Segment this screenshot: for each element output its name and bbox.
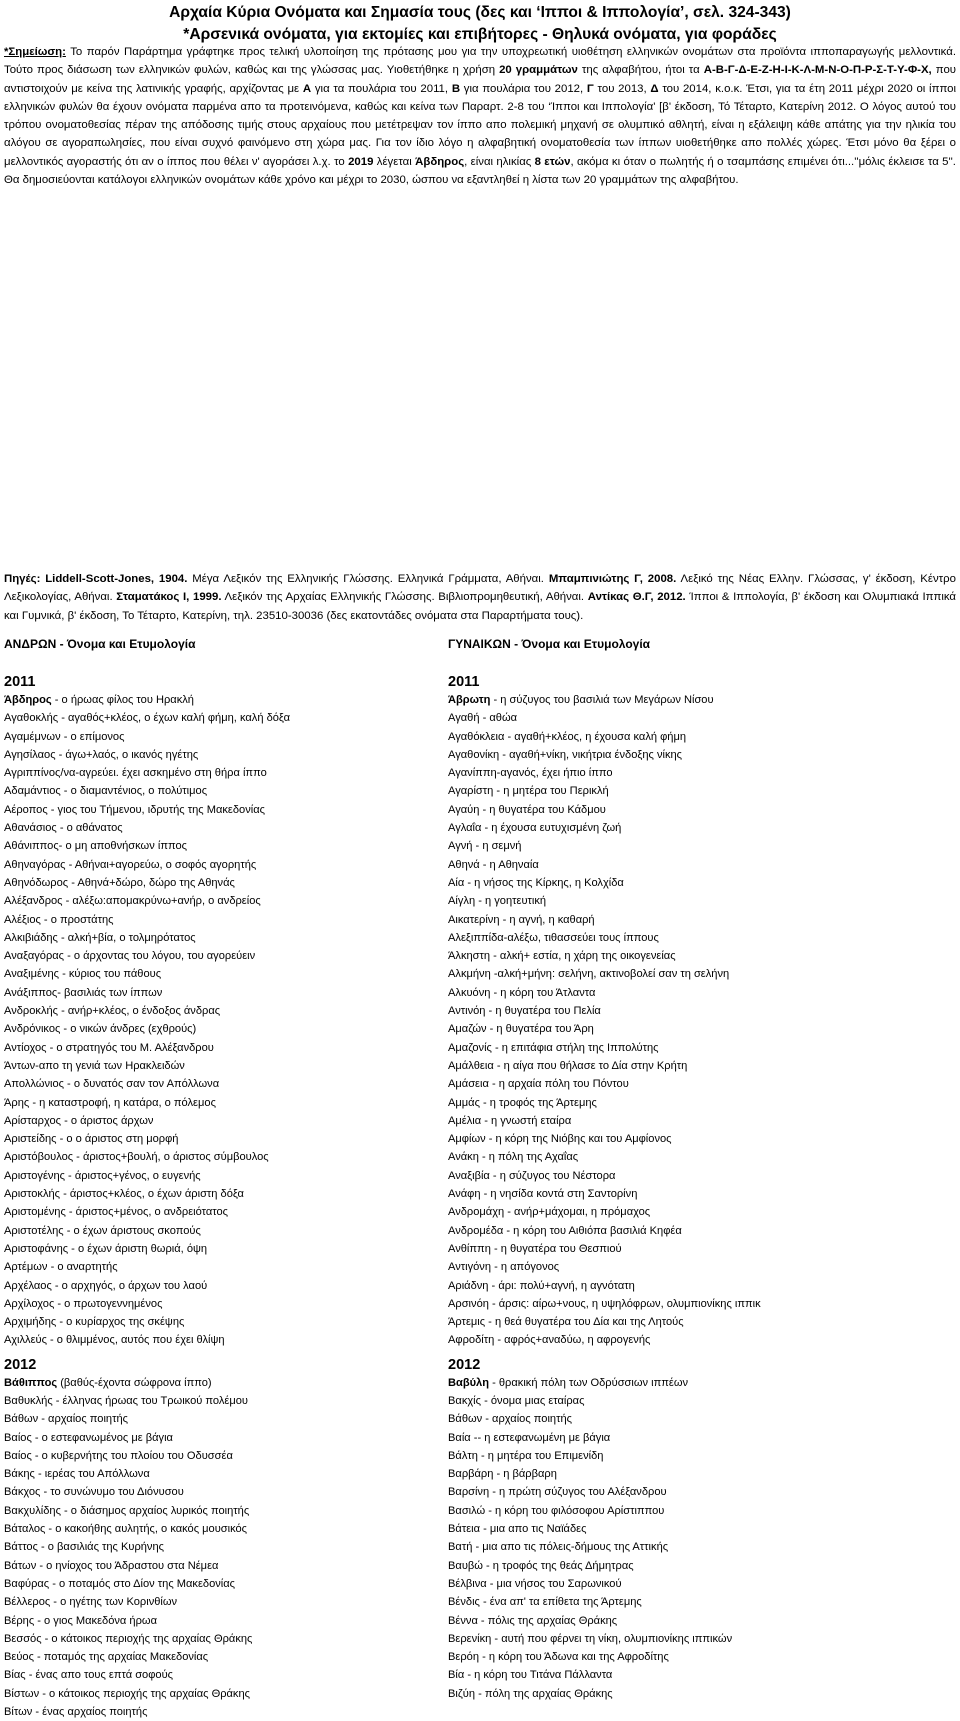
name-entry-text: Ανάκη - η πόλη της Αχαΐας	[448, 1151, 579, 1164]
name-entry	[4, 1094, 290, 1112]
name-entry	[448, 1240, 761, 1258]
name-entry-text: Βένδις - ένα απ' τα επίθετα της Άρτεμης	[448, 1596, 642, 1609]
name-entry	[448, 728, 761, 746]
name-entry-text: Άρτεμις - η θεά θυγατέρα του Δία και της Λητούς	[448, 1316, 684, 1329]
name-entry-bold: Βαβύλη	[448, 1376, 490, 1389]
note-text: του 2013,	[593, 82, 651, 95]
name-entry	[448, 1593, 761, 1611]
page-subtitle: *Αρσενικά ονόματα, για εκτομίες και επιβήτορες - Θηλυκά ονόματα, για φοράδες	[183, 26, 777, 43]
name-entry	[4, 1410, 290, 1428]
name-entry-text: Βάκχος - το συνώνυμο του Διόνυσου	[4, 1486, 184, 1499]
name-entry	[4, 1502, 290, 1520]
name-entry	[448, 984, 761, 1002]
name-entry-text: Αικατερίνη - η αγνή, η καθαρή	[448, 913, 595, 926]
name-entry	[448, 1258, 761, 1276]
name-entry-text: Αλέξανδρος - αλέξω:απομακρύνω+ανήρ, ο ανδρείος	[4, 895, 261, 908]
year-heading: 2012	[448, 1356, 481, 1373]
name-entry	[4, 728, 290, 746]
name-entry	[448, 691, 761, 709]
name-entry-text: Αριστοκλής - άριστος+κλέος, ο έχων άριστη δόξα	[4, 1188, 244, 1201]
note-paragraph	[4, 43, 956, 189]
name-entry-text: Αγαθόκλεια - αγαθή+κλέος, η έχουσα καλή φήμη	[448, 730, 687, 743]
name-entry-text: Βιζύη - πόλη της αρχαίας Θράκης	[448, 1687, 613, 1700]
name-entry	[448, 1429, 761, 1447]
name-entry	[4, 1447, 290, 1465]
name-entry	[4, 1002, 290, 1020]
name-entry-text: Αριστομένης - άριστος+μένος, ο ανδρειότατος	[4, 1206, 228, 1219]
note-bold: Δ	[650, 82, 659, 95]
name-entry	[448, 1374, 761, 1392]
name-entry-text: Αθηνά - η Αθηναία	[448, 858, 539, 871]
name-entry-text: Βάτεια - μια απο τις Ναϊάδες	[448, 1523, 587, 1536]
name-entry-text: Βάταλος - ο κακοήθης αυλητής, ο κακός μουσικός	[4, 1523, 248, 1536]
name-entry-text: Αθάνιππος- ο μη αποθνήσκων ίππος	[4, 840, 187, 853]
note-text: , ακόμα κι όταν ο πωλητής ή ο τσαμπάσης επιμένει ότι...''μόλις έκλεισε τα 5''. Θα δημοσιεύονται κατάλογοι ελληνικών ονομάτων κάθε χρόνο και μέχρι το 2030, ώσπου να εξαντληθεί η λίστα των 20 γραμμάτων της αλφαβήτου.	[4, 155, 956, 187]
source-bold: Σταματάκος Ι, 1999.	[116, 591, 222, 604]
note-bold: 20 γραμμάτων	[499, 64, 578, 77]
name-entry-text: Βαφύρας - ο ποταμός στο Δίον της Μακεδονίας	[4, 1577, 236, 1590]
sources-paragraph	[4, 570, 956, 625]
name-entry-text: Βία - η κόρη του Τιτάνα Πάλλαντα	[448, 1669, 613, 1682]
name-entry	[448, 965, 761, 983]
name-entry-text: Αριστείδης - ο ο άριστος στη μορφή	[4, 1133, 179, 1146]
name-entry-text: Αίγλη - η γοητευτική	[448, 895, 547, 908]
name-entry-text: Αριστοτέλης - ο έχων άριστους σκοπούς	[4, 1224, 201, 1237]
note-label: *Σημείωση:	[4, 46, 66, 58]
note-text: του 2014, κ.ο.κ. Έτσι, για τα έτη 2011 μέχρι 2020 οι ίπποι ελληνικών φυλών θα έχουν ονόματα παρμένα απο τα προτεινόμενα, καθώς και κείνα των Παραρτ. 2-8 του ‘Ίπποι και Ιππολογία' [β' έκδοση, Τό Τέταρτο, Κατερίνη 2012. Ο λόγος αυτού του τρόπου ονοματοθεσίας πέραν της απόδοσης τιμής στους αρχαίους που μετέτρεψαν τον ίππο απο πολεμική μηχανή σε ολυμπικό αθλητή, είναι η εξάλειψη κάθε απάτης για την ηλικία του αλόγου σε αγοραπωλησίες, που είναι συχνό φαινόμενο στη χώρα μας. Για τον ίδιο λόγο η αλφαβητική ονοματοθεσία των ίππων υιοθετήθηκε απο πολλές χώρες. Έτσι μόνο θα ξέρει ο μελλοντικός αγοραστής ότι αν ο ίππος που θέλει ν' αγοράσει λ.χ. το	[4, 82, 957, 168]
name-entry-text: Αθανάσιος - ο αθάνατος	[4, 822, 123, 835]
name-entry-text: Αριάδνη - άρι: πολύ+αγνή, η αγνότατη	[448, 1279, 635, 1292]
name-entry	[448, 1666, 761, 1684]
name-entry-text: Βέρης - ο γιος Μακεδόνα ήρωα	[4, 1614, 157, 1627]
name-entry	[448, 1410, 761, 1428]
name-entry	[4, 819, 290, 837]
name-entry	[448, 1502, 761, 1520]
name-entry-text: Βακχίς - όνομα μιας εταίρας	[448, 1394, 585, 1407]
name-entry	[4, 1538, 290, 1556]
note-bold: Α-Β-Γ-Δ-Ε-Ζ-Η-Ι-Κ-Λ-Μ-Ν-Ο-Π-Ρ-Σ-Τ-Υ-Φ-Χ,	[703, 64, 932, 77]
name-entry	[4, 874, 290, 892]
name-entry-text: Βαίος - ο εστεφανωμένος με βάγια	[4, 1431, 173, 1444]
note-text: για πουλάρια του 2012,	[460, 82, 587, 95]
name-entry	[448, 1094, 761, 1112]
name-entry-text: Βεσσός - ο κάτοικος περιοχής της αρχαίας Θράκης	[4, 1632, 253, 1645]
name-entry-text: Αλκμήνη -αλκή+μήνη: σελήνη, ακτινοβολεί σαν τη σελήνη	[448, 968, 730, 981]
name-entry	[448, 1465, 761, 1483]
note-bold: Β	[451, 82, 461, 95]
name-entry	[4, 1057, 290, 1075]
name-entry-text: Αρίσταρχος - ο άριστος άρχων	[4, 1114, 154, 1127]
source-text: Λεξικόν της Αρχαίας Ελληνικής Γλώσσης. Βιβλιοπρομηθευτική, Αθήναι.	[221, 591, 588, 604]
name-entry-bold: Άβδηρος	[4, 694, 52, 706]
name-entry-text: Αέροπος - γιος του Τήμενου, ιδρυτής της Μακεδονίας	[4, 803, 265, 816]
name-entry-text: Αμάλθεια - η αίγα που θήλασε το Δία στην Κρήτη	[448, 1059, 688, 1072]
name-entry-bold: Βάθιππος	[4, 1376, 58, 1389]
name-entry-text: Αριστόβουλος - άριστος+βουλή, ο άριστος σύμβουλος	[4, 1151, 269, 1164]
name-entry-text: Αντίοχος - ο στρατηγός του Μ. Αλέξανδρου	[4, 1041, 214, 1054]
name-entry	[448, 1057, 761, 1075]
source-bold: Αντίκας Θ.Γ, 2012.	[587, 591, 686, 604]
name-entry	[4, 1295, 290, 1313]
name-entry-text: Βάθων - αρχαίος ποιητής	[448, 1413, 572, 1426]
name-entry-text: Αγαύη - η θυγατέρα του Κάδμου	[448, 803, 606, 816]
name-entry	[448, 892, 761, 910]
name-entry	[448, 801, 761, 819]
name-entry	[4, 1703, 290, 1721]
source-bold: Πηγές: Liddell-Scott-Jones, 1904.	[4, 573, 188, 585]
name-entry-text: Αρχιμήδης - ο κυρίαρχος της σκέψης	[4, 1316, 185, 1329]
name-entry	[4, 709, 290, 727]
note-bold: Άβδηρος	[415, 155, 465, 168]
note-bold: 2019	[348, 155, 374, 168]
note-text: που αντιστοιχούν με κείνα της λατινικής γραφής, αρχίζοντας με	[4, 64, 957, 95]
name-entry	[4, 1392, 290, 1410]
name-entry-text: Βέλλερος - ο ηγέτης των Κορινθίων	[4, 1596, 178, 1609]
name-entry	[4, 1222, 290, 1240]
name-entry	[4, 1374, 290, 1392]
name-entry	[4, 1483, 290, 1501]
note-bold: Α	[302, 82, 312, 95]
name-entry-text: Αγησίλαος - άγω+λαός, ο ικανός ηγέτης	[4, 748, 199, 761]
name-entry	[4, 1075, 290, 1093]
name-entry	[4, 1648, 290, 1666]
name-entry-text: Ανδρομάχη - ανήρ+μάχομαι, η πρόμαχος	[448, 1206, 651, 1219]
name-entry	[4, 691, 290, 709]
name-entry	[448, 764, 761, 782]
note-bold: 8 ετών	[534, 155, 571, 168]
name-entry-text: Αλέξιος - ο προστάτης	[4, 913, 114, 926]
source-text: Λεξικό της Νέας Ελλην. Γλώσσας, γ' έκδοση, Κέντρο Λεξικολογίας, Αθήναι.	[4, 573, 956, 604]
name-entry	[448, 1313, 761, 1331]
name-entry-text: Αλεξιππίδα-αλέξω, τιθασσεύει τους ίππους	[448, 931, 659, 944]
name-entry-text: Βερενίκη - αυτή που φέρνει τη νίκη, ολυμπιονίκης ιππικών	[448, 1632, 733, 1645]
name-entry	[448, 1039, 761, 1057]
name-entry	[4, 1148, 290, 1166]
name-entry	[448, 1295, 761, 1313]
name-entry-text: Αρτέμων - ο αναρτητής	[4, 1261, 118, 1274]
name-entry-text: Βερόη - η κόρη του Άδωνα και της Αφροδίτης	[448, 1651, 669, 1664]
name-entry-text: - θρακική πόλη των Οδρύσσιων ιππέων	[489, 1376, 689, 1389]
name-entry	[4, 782, 290, 800]
men-column-heading: ΑΝΔΡΩΝ - Όνομα και Ετυμολογία	[4, 637, 196, 651]
name-entry-text: Αντινόη - η θυγατέρα του Πελία	[448, 1005, 601, 1018]
name-entry-text: Αναξιμένης - κύριος του πάθους	[4, 968, 162, 981]
name-entry	[4, 764, 290, 782]
name-entry	[4, 1203, 290, 1221]
name-entry	[448, 1075, 761, 1093]
name-entry-text: Αναξαγόρας - ο άρχοντας του λόγου, του αγορεύειν	[4, 950, 256, 963]
name-entry-text: Αλκιβιάδης - αλκή+βία, ο τολμηρότατος	[4, 931, 196, 944]
name-entry-text: Αμέλια - η γνωστή εταίρα	[448, 1114, 572, 1127]
women-column-heading: ΓΥΝΑΙΚΩΝ - Όνομα και Ετυμολογία	[448, 637, 651, 651]
name-entry	[448, 1002, 761, 1020]
name-entry-text: Βαρσίνη - η πρώτη σύζυγος του Αλέξανδρου	[448, 1486, 667, 1499]
name-entry-text: Απολλώνιος - ο δυνατός σαν τον Απόλλωνα	[4, 1078, 220, 1091]
name-entry-text: Ανάφη - η νησίδα κοντά στη Σαντορίνη	[448, 1188, 638, 1201]
name-entry	[4, 1313, 290, 1331]
name-entry	[448, 947, 761, 965]
name-entry-text: Αδαμάντιος - ο διαμαντένιος, ο πολύτιμος	[4, 785, 208, 798]
name-entry	[4, 1020, 290, 1038]
name-entry	[448, 709, 761, 727]
source-text: Μέγα Λεξικόν της Ελληνικής Γλώσσης. Ελληνικά Γράμματα, Αθήναι.	[187, 573, 549, 585]
name-entry-text: Ανδρομέδα - η κόρη του Αιθιόπα βασιλιά Κηφέα	[448, 1224, 682, 1237]
name-entry-bold: Άβρωτη	[448, 694, 491, 706]
name-entry	[4, 1465, 290, 1483]
name-entry-text: Ανθίππη - η θυγατέρα του Θεσπιού	[448, 1242, 622, 1255]
year-heading: 2011	[4, 674, 36, 690]
name-entry-text: Βέλβινα - μια νήσος του Σαρωνικού	[448, 1577, 622, 1590]
name-entry	[448, 1148, 761, 1166]
name-entry	[448, 1167, 761, 1185]
name-entry-text: Αθηναγόρας - Αθήναι+αγορεύω, ο σοφός αγορητής	[4, 858, 257, 871]
name-entry	[4, 1575, 290, 1593]
name-entry	[4, 1520, 290, 1538]
name-entry-text: Αγνή - η σεμνή	[448, 840, 522, 853]
name-entry	[448, 1520, 761, 1538]
name-entry	[448, 1130, 761, 1148]
name-entry	[4, 1167, 290, 1185]
name-entry	[4, 1630, 290, 1648]
name-entry	[448, 1020, 761, 1038]
name-entry-text: Αριστογένης - άριστος+γένος, ο ευγενής	[4, 1169, 201, 1182]
name-entry-text: Άλκηστη - αλκή+ εστία, η χάρη της οικογενείας	[448, 950, 676, 963]
name-entry	[448, 1685, 761, 1703]
name-entry	[4, 965, 290, 983]
year-heading: 2012	[4, 1356, 37, 1373]
name-entry-text: Αλκυόνη - η κόρη του Άτλαντα	[448, 986, 596, 999]
name-entry	[4, 1612, 290, 1630]
name-entry-text: Αγαθονίκη - αγαθή+νίκη, νικήτρια ένδοξης νίκης	[448, 748, 683, 761]
name-entry-text: Αγαμέμνων - ο επίμονος	[4, 730, 125, 743]
name-entry	[448, 746, 761, 764]
name-entry	[4, 1277, 290, 1295]
name-entry	[4, 1130, 290, 1148]
name-entry-text: Αρχέλαος - ο αρχηγός, ο άρχων του λαού	[4, 1279, 208, 1292]
name-entry-text: Βίτων - ένας αρχαίος ποιητής	[4, 1706, 148, 1719]
name-entry-text: Αφροδίτη - αφρός+αναδύω, η αφρογενής	[448, 1334, 651, 1347]
name-entry	[4, 837, 290, 855]
name-entry-text: Ανδρόνικος - ο νικών άνδρες (εχθρούς)	[4, 1023, 197, 1036]
name-entry	[448, 1612, 761, 1630]
name-entry-text: Αγαρίστη - η μητέρα του Περικλή	[448, 785, 609, 798]
name-entry-text: Αχιλλεύς - ο θλιμμένος, αυτός που έχει θλίψη	[4, 1334, 225, 1347]
name-entry	[4, 856, 290, 874]
name-entry-text: Ανδροκλής - ανήρ+κλέος, ο ένδοξος άνδρας	[4, 1005, 221, 1018]
name-entry-text: Αμαζών - η θυγατέρα του Άρη	[448, 1023, 594, 1036]
name-entry-text: Βέννα - πόλις της αρχαίας Θράκης	[448, 1614, 618, 1627]
note-text: , είναι ηλικίας	[464, 155, 535, 168]
name-entry	[448, 819, 761, 837]
name-entry	[448, 1331, 761, 1349]
name-entry-text: Βαθυκλής - έλληνας ήρωας του Τρωικού πολέμου	[4, 1394, 248, 1407]
name-entry-text: Αρσινόη - άρσις: αίρω+νους, η υψηλόφρων, ολυμπιονίκης ιππικ	[448, 1297, 761, 1310]
name-entry-text: Βαίος - ο κυβερνήτης του πλοίου του Οδυσσέα	[4, 1449, 233, 1462]
name-entry-text: - ο ήρωας φίλος του Ηρακλή	[51, 694, 194, 706]
name-entry-text: Βάτων - ο ηνίοχος του Άδραστου στα Νέμεα	[4, 1559, 219, 1572]
name-entry-text: Αγανίππη-αγανός, έχει ήπιο ίππο	[448, 767, 613, 780]
name-entry	[448, 1112, 761, 1130]
name-entry	[448, 1575, 761, 1593]
year-heading: 2011	[448, 674, 480, 690]
name-entry-text: Αθηνόδωρος - Αθηνά+δώρο, δώρο της Αθηνάς	[4, 876, 235, 889]
name-entry	[4, 892, 290, 910]
name-entry-text: Βαία -- η εστεφανωμένη με βάγια	[448, 1431, 611, 1444]
name-entry-text: Βακχυλίδης - ο διάσημος αρχαίος λυρικός ποιητής	[4, 1504, 250, 1517]
name-entry	[4, 1429, 290, 1447]
name-entry-text: Αγαθοκλής - αγαθός+κλέος, ο έχων καλή φήμη, καλή δόξα	[4, 712, 291, 725]
name-entry	[448, 874, 761, 892]
name-entry	[448, 1538, 761, 1556]
note-bold: Γ	[586, 82, 594, 95]
name-entry-text: Βαρβάρη - η βάρβαρη	[448, 1468, 557, 1481]
note-text: της αλφαβήτου, ήτοι τα	[577, 64, 704, 77]
name-entry-text: Άρης - η καταστροφή, η κατάρα, ο πόλεμος	[4, 1096, 216, 1109]
name-entry-text: Βάλτη - η μητέρα του Επιμενίδη	[448, 1449, 604, 1462]
name-entry	[4, 911, 290, 929]
name-entry-text: Βαυβώ - η τροφός της θεάς Δήμητρας	[448, 1559, 634, 1572]
name-entry	[448, 1557, 761, 1575]
name-entry	[4, 1685, 290, 1703]
women-names-list	[448, 673, 761, 1703]
name-entry-text: Βίστων - ο κάτοικος περιοχής της αρχαίας Θράκης	[4, 1687, 250, 1700]
name-entry	[448, 1203, 761, 1221]
name-entry	[4, 1557, 290, 1575]
note-text: για τα πουλάρια του 2011,	[311, 82, 452, 95]
name-entry	[4, 1039, 290, 1057]
name-entry	[448, 1483, 761, 1501]
source-bold: Μπαμπινιώτης Γ, 2008.	[548, 573, 677, 585]
name-entry	[4, 947, 290, 965]
name-entry-text: Αμφίων - η κόρη της Νιόβης και του Αμφίονος	[448, 1133, 672, 1146]
name-entry-text: Αρχίλοχος - ο πρωτογεννημένος	[4, 1297, 163, 1310]
name-entry-text: Αμμάς - η τροφός της Άρτεμης	[448, 1096, 597, 1109]
name-entry	[4, 1258, 290, 1276]
name-entry-text: Βάττος - ο βασιλιάς της Κυρήνης	[4, 1541, 164, 1554]
name-entry	[448, 856, 761, 874]
name-entry	[4, 801, 290, 819]
name-entry	[448, 1185, 761, 1203]
men-names-list	[4, 673, 290, 1721]
name-entry	[448, 1447, 761, 1465]
source-text: Ίπποι & Ιππολογία, β' έκδοση και Ολυμπιακά Ιππικά και Γυμνικά, β' έκδοση, Το Τέταρτο, Κατερίνη, τηλ. 23510-30036 (δες εκατοντάδες ονόματα στα Παραρτήματα τους).	[4, 591, 957, 622]
name-entry-text: Άντων-απο τη γενιά των Ηρακλειδών	[4, 1059, 185, 1072]
name-entry-text: Βάκης - ιερέας του Απόλλωνα	[4, 1468, 150, 1481]
note-text: λέγεται	[373, 155, 416, 168]
name-entry-text: Βίας - ένας απο τους επτά σοφούς	[4, 1669, 173, 1682]
name-entry-text: Αγλαΐα - η έχουσα ευτυχισμένη ζωή	[448, 822, 622, 835]
name-entry-text: Βάθων - αρχαίος ποιητής	[4, 1413, 128, 1426]
name-entry	[448, 1277, 761, 1295]
name-entry-text: - η σύζυγος του βασιλιά των Μεγάρων Νίσου	[490, 694, 714, 706]
name-entry-text: Αγριππίνος/να-αγρεύει. έχει ασκημένο στη θήρα ίππο	[4, 767, 267, 780]
name-entry-text: (βαθύς-έχοντα σώφρονα ίππο)	[57, 1376, 212, 1389]
name-entry-text: Αριστοφάνης - ο έχων άριστη θωριά, όψη	[4, 1242, 208, 1255]
name-entry	[448, 1630, 761, 1648]
name-entry-text: Βατή - μια απο τις πόλεις-δήμους της Αττικής	[448, 1541, 669, 1554]
name-entry-text: Αγαθή - αθώα	[448, 712, 518, 725]
name-entry	[4, 1331, 290, 1349]
name-entry-text: Βασιλώ - η κόρη του φιλόσοφου Αρίστιππου	[448, 1504, 665, 1517]
name-entry	[448, 1392, 761, 1410]
name-entry-text: Αναξιβία - η σύζυγος του Νέστορα	[448, 1169, 616, 1182]
name-entry	[4, 1185, 290, 1203]
name-entry	[448, 782, 761, 800]
name-entry	[4, 1666, 290, 1684]
name-entry	[4, 1112, 290, 1130]
name-entry	[4, 929, 290, 947]
name-entry	[4, 746, 290, 764]
name-entry-text: Βεύος - ποταμός της αρχαίας Μακεδονίας	[4, 1651, 209, 1664]
name-entry	[448, 911, 761, 929]
name-entry-text: Αμαζονίς - η επιτάφια στήλη της Ιππολύτης	[448, 1041, 659, 1054]
name-entry-text: Αμάσεια - η αρχαία πόλη του Πόντου	[448, 1078, 629, 1091]
name-entry	[4, 1240, 290, 1258]
name-entry	[4, 1593, 290, 1611]
name-entry	[448, 1648, 761, 1666]
name-entry	[448, 1222, 761, 1240]
name-entry	[448, 929, 761, 947]
note-text: Το παρόν Παράρτημα γράφτηκε προς τελική υλοποίηση της πρότασης μου για την υποχρεωτική υιοθέτηση ελληνικών ονομάτων στα προϊόντα ιπποπαραγωγής μελλοντικά. Τούτο προς διάσωση των ελληνικών φυλών, καθώς και της γλώσσας μας. Υιοθετήθηκε η χρήση	[4, 46, 956, 77]
name-entry	[448, 837, 761, 855]
page-title: Αρχαία Κύρια Ονόματα και Σημασία τους (δες και ‘Ιπποι & Ιππολογία’, σελ. 324-343)	[169, 4, 791, 21]
name-entry-text: Αία - η νήσος της Κίρκης, η Κολχίδα	[448, 876, 624, 889]
name-entry	[4, 984, 290, 1002]
name-entry-text: Αντιγόνη - η απόγονος	[448, 1261, 560, 1274]
name-entry-text: Ανάξιππος- βασιλιάς των ίππων	[4, 986, 163, 999]
